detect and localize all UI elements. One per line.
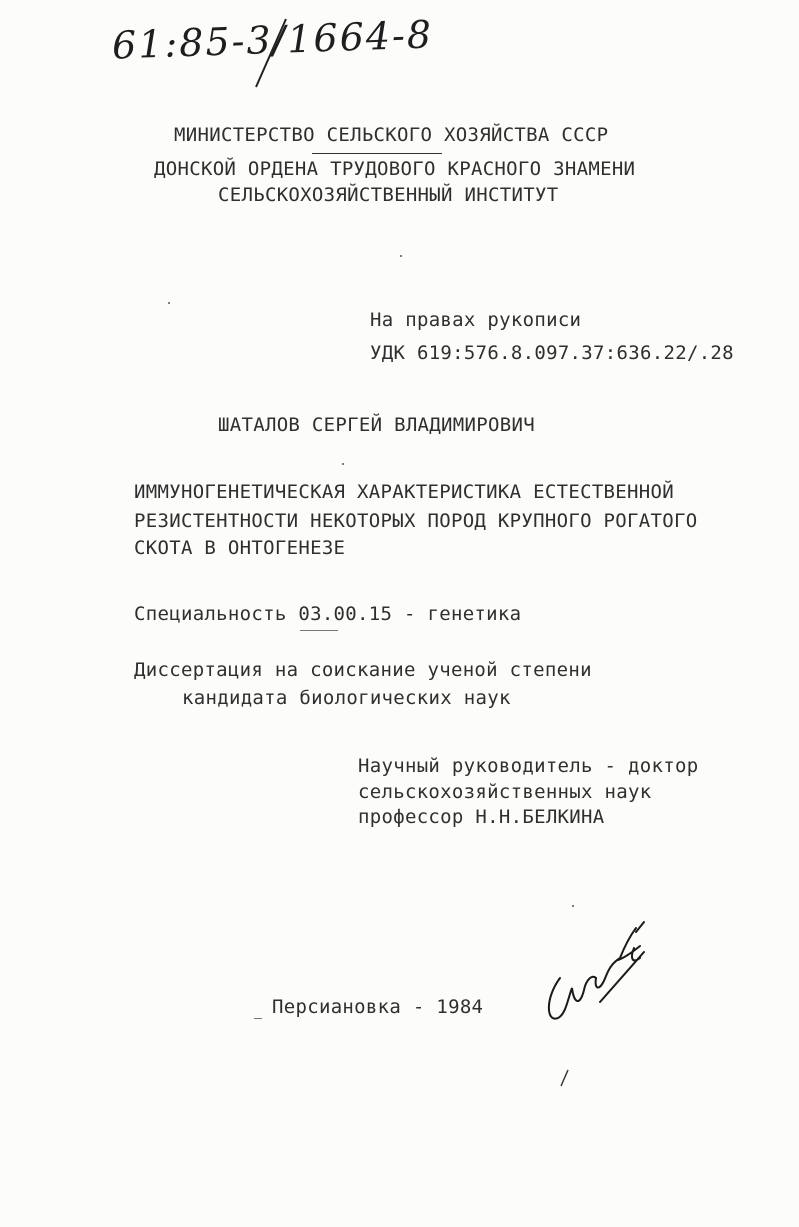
handwritten-signature [540,918,660,1038]
supervisor-line1: Научный руководитель - доктор [358,755,699,777]
place-and-year: Персиановка - 1984 [272,996,484,1018]
ministry-name: МИНИСТЕРСТВО СЕЛЬСКОГО ХОЗЯЙСТВА СССР [174,124,609,146]
speck [168,302,170,304]
title-line1: ИММУНОГЕНЕТИЧЕСКАЯ ХАРАКТЕРИСТИКА ЕСТЕСТВЕННОЙ [134,481,674,503]
header-separator-line [312,153,442,154]
manuscript-rights: На правах рукописи [370,309,582,331]
speck [400,255,402,257]
udc-code: УДК 619:576.8.097.37:636.22/.28 [370,342,734,364]
handwritten-slash-mark [236,15,296,95]
archive-code-handwritten: 61:85-3/1664-8 [111,12,434,68]
specialty-mark [300,630,338,631]
small-pen-stroke [558,1068,570,1088]
supervisor-line3: профессор Н.Н.БЕЛКИНА [358,806,605,828]
title-line2: РЕЗИСТЕНТНОСТИ НЕКОТОРЫХ ПОРОД КРУПНОГО РОГАТОГО [134,510,698,532]
speck [572,905,574,907]
title-line3: СКОТА В ОНТОГЕНЕЗЕ [134,537,346,559]
place-mark [254,1018,262,1019]
dissertation-line1: Диссертация на соискание ученой степени [134,659,592,681]
specialty: Специальность 03.00.15 - генетика [134,603,522,625]
dissertation-line2: кандидата биологических наук [182,687,511,709]
supervisor-line2: сельскохозяйственных наук [358,781,652,803]
institute-name-line2: СЕЛЬСКОХОЗЯЙСТВЕННЫЙ ИНСТИТУТ [218,184,559,206]
author-name: ШАТАЛОВ СЕРГЕЙ ВЛАДИМИРОВИЧ [218,414,535,436]
institute-name-line1: ДОНСКОЙ ОРДЕНА ТРУДОВОГО КРАСНОГО ЗНАМЕНИ [154,158,636,180]
speck [342,463,344,465]
